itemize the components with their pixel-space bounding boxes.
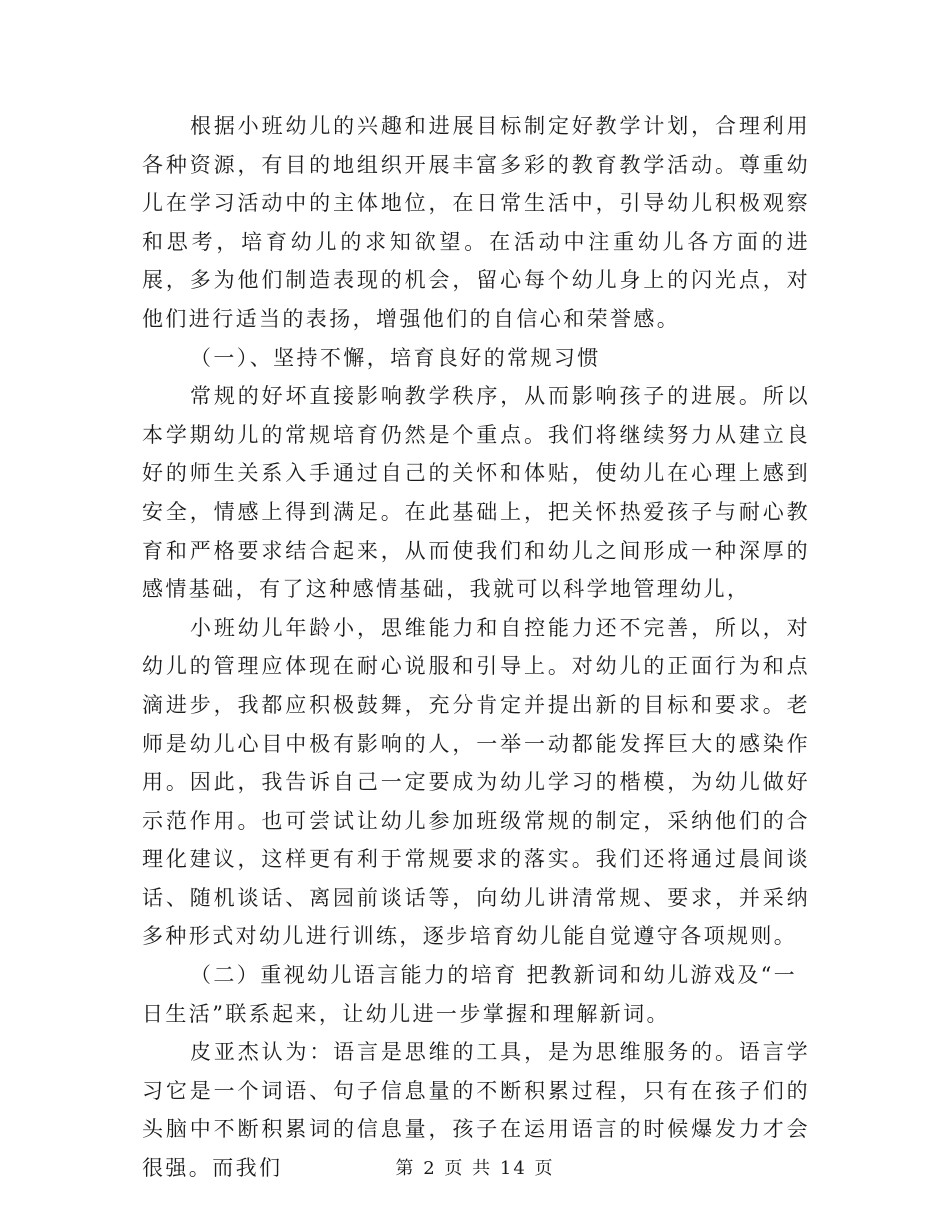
section-heading-2: （二）重视幼儿语言能力的培育 把教新词和幼儿游戏及“一日生活”联系起来，让幼儿进一步掌握和理解新词。 [142, 963, 798, 1026]
footer-total-pages: 14 [499, 1158, 527, 1179]
footer-current-page: 2 [423, 1158, 437, 1179]
footer-middle: 页 共 [444, 1158, 493, 1179]
footer-prefix: 第 [395, 1158, 416, 1179]
paragraph-intro: 根据小班幼儿的兴趣和进展目标制定好教学计划，合理利用各种资源，有目的地组织开展丰富多彩的教育教学活动。尊重幼儿在学习活动中的主体地位，在日常生活中，引导幼儿积极观察和思考，培育幼儿的求知欲望。在活动中注重幼儿各方面的进展，多为他们制造表现的机会，留心每个幼儿身上的闪光点，对他们进行适当的表扬，增强他们的自信心和荣誉感。 [142, 114, 810, 331]
paragraph-management: 小班幼儿年龄小，思维能力和自控能力还不完善，所以，对幼儿的管理应体现在耐心说服和引导上。对幼儿的正面行为和点滴进步，我都应积极鼓舞，充分肯定并提出新的目标和要求。老师是幼儿心目中极有影响的人，一举一动都能发挥巨大的感染作用。因此，我告诉自己一定要成为幼儿学习的楷模，为幼儿做好示范作用。也可尝试让幼儿参加班级常规的制定，采纳他们的合理化建议，这样更有利于常规要求的落实。我们还将通过晨间谈话、随机谈话、离园前谈话等，向幼儿讲清常规、要求，并采纳多种形式对幼儿进行训练，逐步培育幼儿能自觉遵守各项规则。 [142, 615, 810, 949]
page-footer [0, 1154, 950, 1180]
paragraph-piaget: 皮亚杰认为：语言是思维的工具，是为思维服务的。语言学习它是一个词语、句子信息量的不断积累过程，只有在孩子们的头脑中不断积累词的信息量，孩子在运用语言的时候爆发力才会很强。而我们 [142, 1040, 810, 1181]
footer-suffix: 页 [534, 1158, 555, 1179]
section-heading-1: （一）、坚持不懈，培育良好的常规习惯 [190, 345, 601, 370]
document-body [142, 107, 810, 1188]
paragraph-routine: 常规的好坏直接影响教学秩序，从而影响孩子的进展。所以本学期幼儿的常规培育仍然是个重点。我们将继续努力从建立良好的师生关系入手通过自己的关怀和体贴，使幼儿在心理上感到安全，情感上得到满足。在此基础上，把关怀热爱孩子与耐心教育和严格要求结合起来，从而使我们和幼儿之间形成一种深厚的感情基础，有了这种感情基础，我就可以科学地管理幼儿， [142, 384, 810, 602]
